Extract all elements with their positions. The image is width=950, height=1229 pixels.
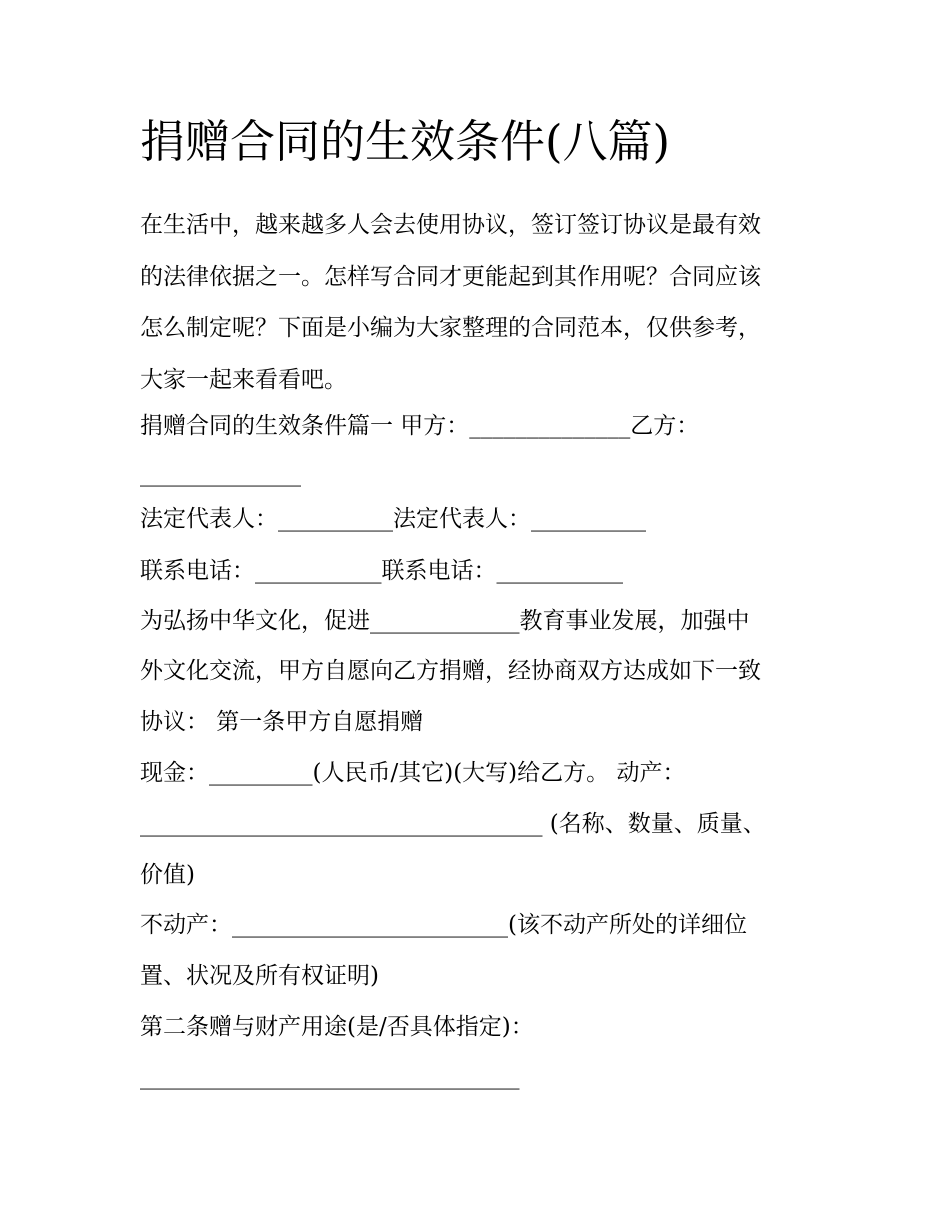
purpose-line-1: 为弘扬中华文化，促进_____________教育事业发展，加强中: [140, 608, 750, 634]
intro-line-1: 在生活中，越来越多人会去使用协议，签订签订协议是最有效: [140, 212, 761, 238]
value-line: 价值): [140, 862, 195, 888]
party-b-blank: ______________: [140, 461, 301, 487]
document-title: 捐赠合同的生效条件(八篇): [140, 115, 671, 168]
article-one-line: 协议： 第一条甲方自愿捐赠: [140, 709, 424, 735]
phone-line: 联系电话：___________联系电话：___________: [140, 558, 623, 584]
intro-paragraph: [140, 200, 820, 406]
cash-line: 现金：_________(人民币/其它)(大写)给乙方。 动产：: [140, 760, 686, 786]
real-estate-detail-line: 置、状况及所有权证明): [140, 963, 379, 989]
intro-line-3: 怎么制定呢？下面是小编为大家整理的合同范本，仅供参考，: [140, 315, 761, 341]
purpose-line-2: 外文化交流，甲方自愿向乙方捐赠，经协商双方达成如下一致: [140, 658, 761, 684]
intro-line-2: 的法律依据之一。怎样写合同才更能起到其作用呢？合同应该: [140, 263, 761, 290]
article-two-line: 第二条赠与财产用途(是/否具体指定)：: [140, 1014, 534, 1040]
real-estate-line: 不动产：________________________(该不动产所处的详细位: [140, 912, 747, 938]
party-line: 捐赠合同的生效条件篇一 甲方：______________乙方：: [140, 413, 700, 439]
intro-line-4: 大家一起来看看吧。: [140, 366, 347, 393]
legal-rep-line: 法定代表人：__________法定代表人：__________: [140, 506, 646, 532]
article-two-blank: _________________________________: [140, 1064, 520, 1090]
movable-property-line: ___________________________________ (名称、数量、质量、: [140, 811, 766, 837]
